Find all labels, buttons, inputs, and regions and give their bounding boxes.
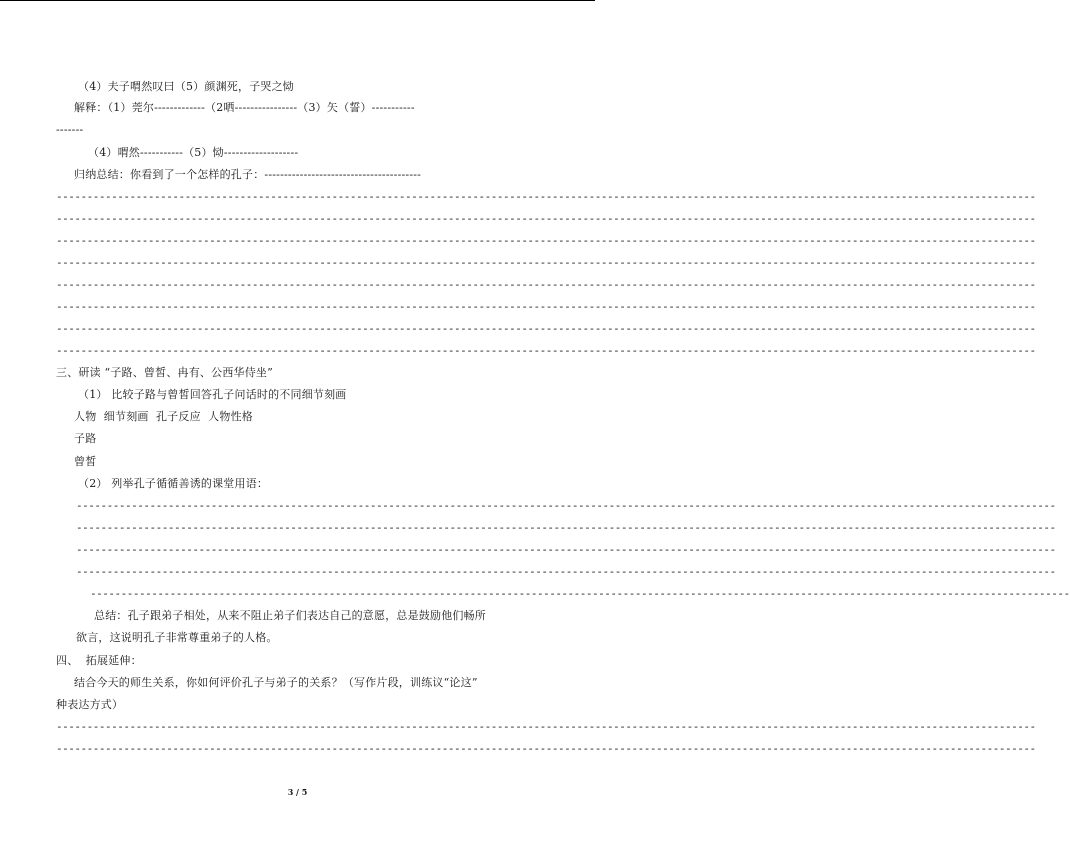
- answer-line: ----------------------------------------------------------------------------------------------------------------------------------------------------------------: [90, 587, 1070, 600]
- answer-line: ----------------------------------------------------------------------------------------------------------------------------------------------------------------: [56, 344, 1036, 357]
- section-heading: 三、研读 “子路、曾皙、冉有、公西华侍坐”: [56, 366, 273, 379]
- question: （1） 比较子路与曾皙回答孔子问话时的不同细节刻画: [78, 388, 347, 401]
- answer-line: ----------------------------------------------------------------------------------------------------------------------------------------------------------------: [76, 521, 1056, 534]
- header-rule: [0, 0, 595, 1]
- answer-line: ----------------------------------------------------------------------------------------------------------------------------------------------------------------: [56, 256, 1036, 269]
- answer-line: ----------------------------------------------------------------------------------------------------------------------------------------------------------------: [56, 322, 1036, 335]
- answer-line: ----------------------------------------------------------------------------------------------------------------------------------------------------------------: [56, 720, 1036, 733]
- table-header: 人物 细节刻画 孔子反应 人物性格: [74, 410, 253, 423]
- prompt-text: 种表达方式）: [56, 698, 124, 711]
- answer-line: ----------------------------------------------------------------------------------------------------------------------------------------------------------------: [56, 742, 1036, 755]
- answer-line: ----------------------------------------------------------------------------------------------------------------------------------------------------------------: [56, 212, 1036, 225]
- answer-line: ----------------------------------------------------------------------------------------------------------------------------------------------------------------: [56, 300, 1036, 313]
- table-row: 子路: [74, 432, 97, 445]
- section-heading: 四、 拓展延伸：: [56, 654, 142, 667]
- summary-text: 欲言，这说明孔子非常尊重弟子的人格。: [76, 631, 278, 644]
- page-number: 3 / 5: [287, 787, 308, 797]
- text-line: （4）喟然-----------（5）恸-------------------: [88, 146, 299, 159]
- prompt-text: 结合今天的师生关系，你如何评价孔子与弟子的关系？（写作片段，训练议“论这”: [74, 676, 478, 689]
- question: （2） 列举孔子循循善诱的课堂用语：: [78, 477, 269, 490]
- text-line: 归纳总结：你看到了一个怎样的孔子：----------------------------------------: [74, 168, 422, 181]
- text-line: 解释：（1）莞尔-------------（2哂----------------（3）矢（誓）-----------: [74, 101, 415, 114]
- text-line: （4）夫子喟然叹曰（5）颜渊死，子哭之恸: [78, 80, 294, 93]
- text-line: -------: [56, 123, 84, 136]
- answer-line: ----------------------------------------------------------------------------------------------------------------------------------------------------------------: [56, 190, 1036, 203]
- summary-text: 总结：孔子跟弟子相处，从来不阻止弟子们表达自己的意愿，总是鼓励他们畅所: [94, 609, 486, 622]
- answer-line: ----------------------------------------------------------------------------------------------------------------------------------------------------------------: [76, 565, 1056, 578]
- answer-line: ----------------------------------------------------------------------------------------------------------------------------------------------------------------: [76, 499, 1056, 512]
- answer-line: ----------------------------------------------------------------------------------------------------------------------------------------------------------------: [56, 278, 1036, 291]
- answer-line: ----------------------------------------------------------------------------------------------------------------------------------------------------------------: [56, 234, 1036, 247]
- answer-line: ----------------------------------------------------------------------------------------------------------------------------------------------------------------: [76, 543, 1056, 556]
- table-row: 曾皙: [74, 455, 97, 468]
